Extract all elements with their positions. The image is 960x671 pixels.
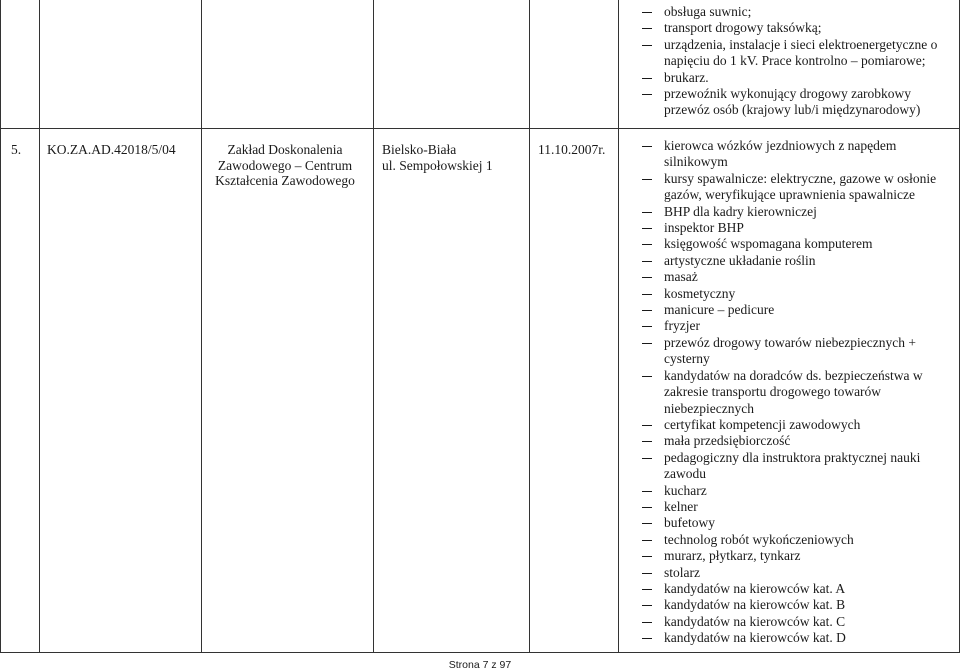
course-item: mała przedsiębiorczość	[640, 433, 955, 449]
course-item: kandydatów na doradców ds. bezpieczeństwa w zakresie transportu drogowego towarów niebezpiecznych	[640, 368, 955, 417]
course-item: inspektor BHP	[640, 220, 955, 236]
address-cell	[382, 142, 522, 173]
course-item: certyfikat kompetencji zawodowych	[640, 417, 955, 433]
col-border	[373, 0, 374, 653]
course-item: fryzjer	[640, 318, 955, 334]
course-item: artystyczne układanie roślin	[640, 253, 955, 269]
col-border	[39, 0, 40, 653]
course-item: technolog robót wykończeniowych	[640, 532, 955, 548]
course-item: bufetowy	[640, 515, 955, 531]
page-footer: Strona 7 z 97	[448, 659, 512, 671]
course-item: przewóz drogowy towarów niebezpiecznych + cysterny	[640, 335, 955, 368]
list-item: brukarz.	[640, 70, 955, 86]
address-street: ul. Sempołowskiej 1	[382, 157, 493, 173]
lp-cell: 5.	[11, 142, 22, 157]
course-item: kucharz	[640, 483, 955, 499]
col-border	[529, 0, 530, 653]
course-item: BHP dla kadry kierowniczej	[640, 204, 955, 220]
col-border	[201, 0, 202, 653]
row-border	[0, 128, 960, 129]
course-item: pedagogiczny dla instruktora praktycznej nauki zawodu	[640, 450, 955, 483]
course-item: księgowość wspomagana komputerem	[640, 236, 955, 252]
course-item: masaż	[640, 269, 955, 285]
course-item: kandydatów na kierowców kat. A	[640, 581, 955, 597]
course-item: kelner	[640, 499, 955, 515]
row-border	[0, 652, 960, 653]
courses-list	[640, 138, 955, 647]
col-border	[618, 0, 619, 653]
list-item: urządzenia, instalacje i sieci elektroenergetyczne o napięciu do 1 kV. Prace kontrolno – pomiarowe;	[640, 37, 955, 70]
date-cell: 11.10.2007r.	[538, 142, 606, 157]
list-item: transport drogowy taksówką;	[640, 20, 955, 36]
course-item: kursy spawalnicze: elektryczne, gazowe w osłonie gazów, weryfikujące uprawnienia spawalnicze	[640, 171, 955, 204]
course-item: kandydatów na kierowców kat. C	[640, 614, 955, 630]
list-item: przewoźnik wykonujący drogowy zarobkowy przewóz osób (krajowy lub/i międzynarodowy)	[640, 86, 955, 119]
address-city: Bielsko-Biała	[382, 142, 457, 157]
code-cell: KO.ZA.AD.42018/5/04	[47, 142, 176, 157]
course-item: kosmetyczny	[640, 286, 955, 302]
top-list	[640, 4, 955, 119]
list-item: obsługa suwnic;	[640, 4, 955, 20]
course-item: kandydatów na kierowców kat. D	[640, 630, 955, 646]
course-item: murarz, płytkarz, tynkarz	[640, 548, 955, 564]
course-item: kandydatów na kierowców kat. B	[640, 597, 955, 613]
course-item: stolarz	[640, 565, 955, 581]
institution-name: Zakład Doskonalenia Zawodowego – Centrum Kształcenia Zawodowego	[215, 142, 355, 188]
course-item: kierowca wózków jezdniowych z napędem silnikowym	[640, 138, 955, 171]
col-border	[0, 0, 1, 653]
course-item: manicure – pedicure	[640, 302, 955, 318]
